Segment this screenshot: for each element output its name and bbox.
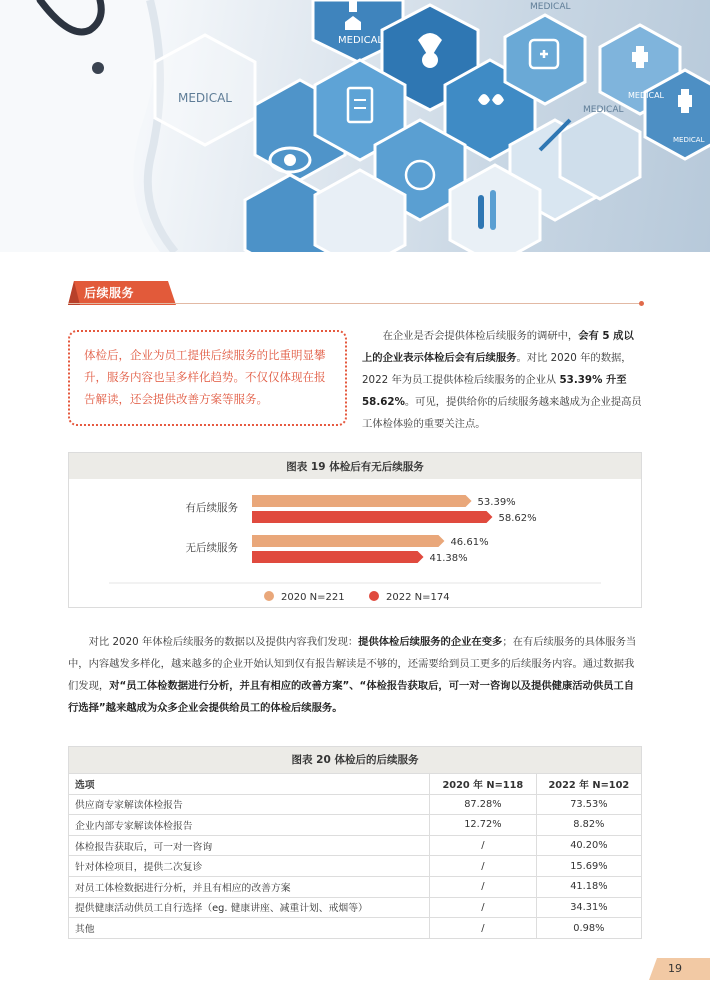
text-run: 对比 2020 年体检后续服务的数据以及提供内容我们发现： <box>88 636 359 648</box>
data-label: 53.39% <box>477 497 516 508</box>
bold-run: 提供体检后续服务的企业在变多 <box>358 636 503 648</box>
cell-2020: / <box>430 876 537 897</box>
intro-paragraph <box>362 325 642 435</box>
cell-option: 提供健康活动供员工自行选择（eg. 健康讲座、减重计划、戒烟等） <box>69 897 430 918</box>
cell-option: 针对体检项目，提供二次复诊 <box>69 856 430 877</box>
table-20 <box>68 746 642 939</box>
bar-2020 <box>252 535 444 547</box>
cell-option: 体检报告获取后，可一对一咨询 <box>69 835 430 856</box>
cell-2022: 40.20% <box>536 835 641 856</box>
cell-2020: 87.28% <box>430 794 537 815</box>
table-row <box>69 815 641 836</box>
cell-option: 企业内部专家解读体检报告 <box>69 815 430 836</box>
legend-marker <box>264 591 274 601</box>
section-divider <box>68 303 642 304</box>
legend-label: 2022 N=174 <box>386 592 450 603</box>
cell-2022: 73.53% <box>536 794 641 815</box>
data-label: 46.61% <box>450 537 489 548</box>
chart-title: 图表 19 体检后有无后续服务 <box>286 461 424 473</box>
bold-run: 对“员工体检数据进行分析，并且有相应的改善方案”、“体检报告获取后，可一对一咨询以及提供健康活动供员工自行选择”越来越成为众多企业会提供给员工的体检后续服务。 <box>68 680 635 714</box>
services-table <box>69 773 641 938</box>
table-row <box>69 856 641 877</box>
callout-text: 体检后，企业为员工提供后续服务的比重明显攀升，服务内容也呈多样化趋势。不仅仅体现在报告解读，还会提供改善方案等服务。 <box>84 348 326 406</box>
bar-2020 <box>252 495 472 507</box>
cell-option: 对员工体检数据进行分析，并且有相应的改善方案 <box>69 876 430 897</box>
data-label: 58.62% <box>498 513 537 524</box>
cell-2022: 15.69% <box>536 856 641 877</box>
medical-label: MEDICAL <box>338 35 383 46</box>
page-number: 19 <box>668 962 682 975</box>
cell-2020: / <box>430 897 537 918</box>
table-row <box>69 897 641 918</box>
medical-label: MEDICAL <box>628 91 664 100</box>
cell-2020: / <box>430 835 537 856</box>
bar-2022 <box>252 511 492 523</box>
chart-19-plot <box>69 479 641 607</box>
medical-label: MEDICAL <box>583 105 624 115</box>
table-header-row <box>69 774 641 795</box>
medical-label: MEDICAL <box>178 91 232 105</box>
medical-label: MEDICAL <box>530 2 571 12</box>
bar-2022 <box>252 551 424 563</box>
text-run: 。对比 2020 年的数据，2022 年为员工提供体检后续服务的企业从 <box>362 352 632 386</box>
header-2022: 2022 年 N=102 <box>536 774 641 795</box>
cell-2022: 41.18% <box>536 876 641 897</box>
cell-option: 其他 <box>69 918 430 939</box>
medical-label: MEDICAL <box>673 136 705 144</box>
medical-hex-illustration <box>0 0 710 252</box>
table-row <box>69 876 641 897</box>
text-run: 在企业是否会提供体检后续服务的调研中， <box>382 330 579 342</box>
header-2020: 2020 年 N=118 <box>430 774 537 795</box>
bold-run: 53.39% 升至 58.62% <box>362 374 627 408</box>
analysis-paragraph <box>68 631 642 719</box>
text-run: ；在有后续服务的具体服务当中，内容越发多样化，越来越多的企业开始认知到仅有报告解读是不够的，还需要给到员工更多的后续服务内容。通过数据我们发现， <box>68 636 637 692</box>
cell-2020: / <box>430 918 537 939</box>
legend-marker <box>369 591 379 601</box>
bold-run: 会有 5 成以上的企业表示体检后会有后续服务 <box>362 330 634 364</box>
cell-option: 供应商专家解读体检报告 <box>69 794 430 815</box>
hero-banner <box>0 0 710 252</box>
legend-label: 2020 N=221 <box>281 592 345 603</box>
highlight-callout <box>68 330 347 426</box>
table-row <box>69 794 641 815</box>
header-option: 选项 <box>69 774 430 795</box>
category-label: 有后续服务 <box>185 502 238 514</box>
cell-2020: / <box>430 856 537 877</box>
chart-19 <box>68 452 642 608</box>
cell-2020: 12.72% <box>430 815 537 836</box>
table-row <box>69 918 641 939</box>
cell-2022: 0.98% <box>536 918 641 939</box>
cell-2022: 34.31% <box>536 897 641 918</box>
table-title: 图表 20 体检后的后续服务 <box>69 747 641 773</box>
data-label: 41.38% <box>429 553 468 564</box>
table-row <box>69 835 641 856</box>
section-divider-dot <box>639 301 644 306</box>
cell-2022: 8.82% <box>536 815 641 836</box>
text-run: 。可见，提供给你的后续服务越来越成为企业提高员工体检体验的重要关注点。 <box>362 396 642 430</box>
category-label: 无后续服务 <box>185 542 238 554</box>
section-title: 后续服务 <box>84 286 135 300</box>
